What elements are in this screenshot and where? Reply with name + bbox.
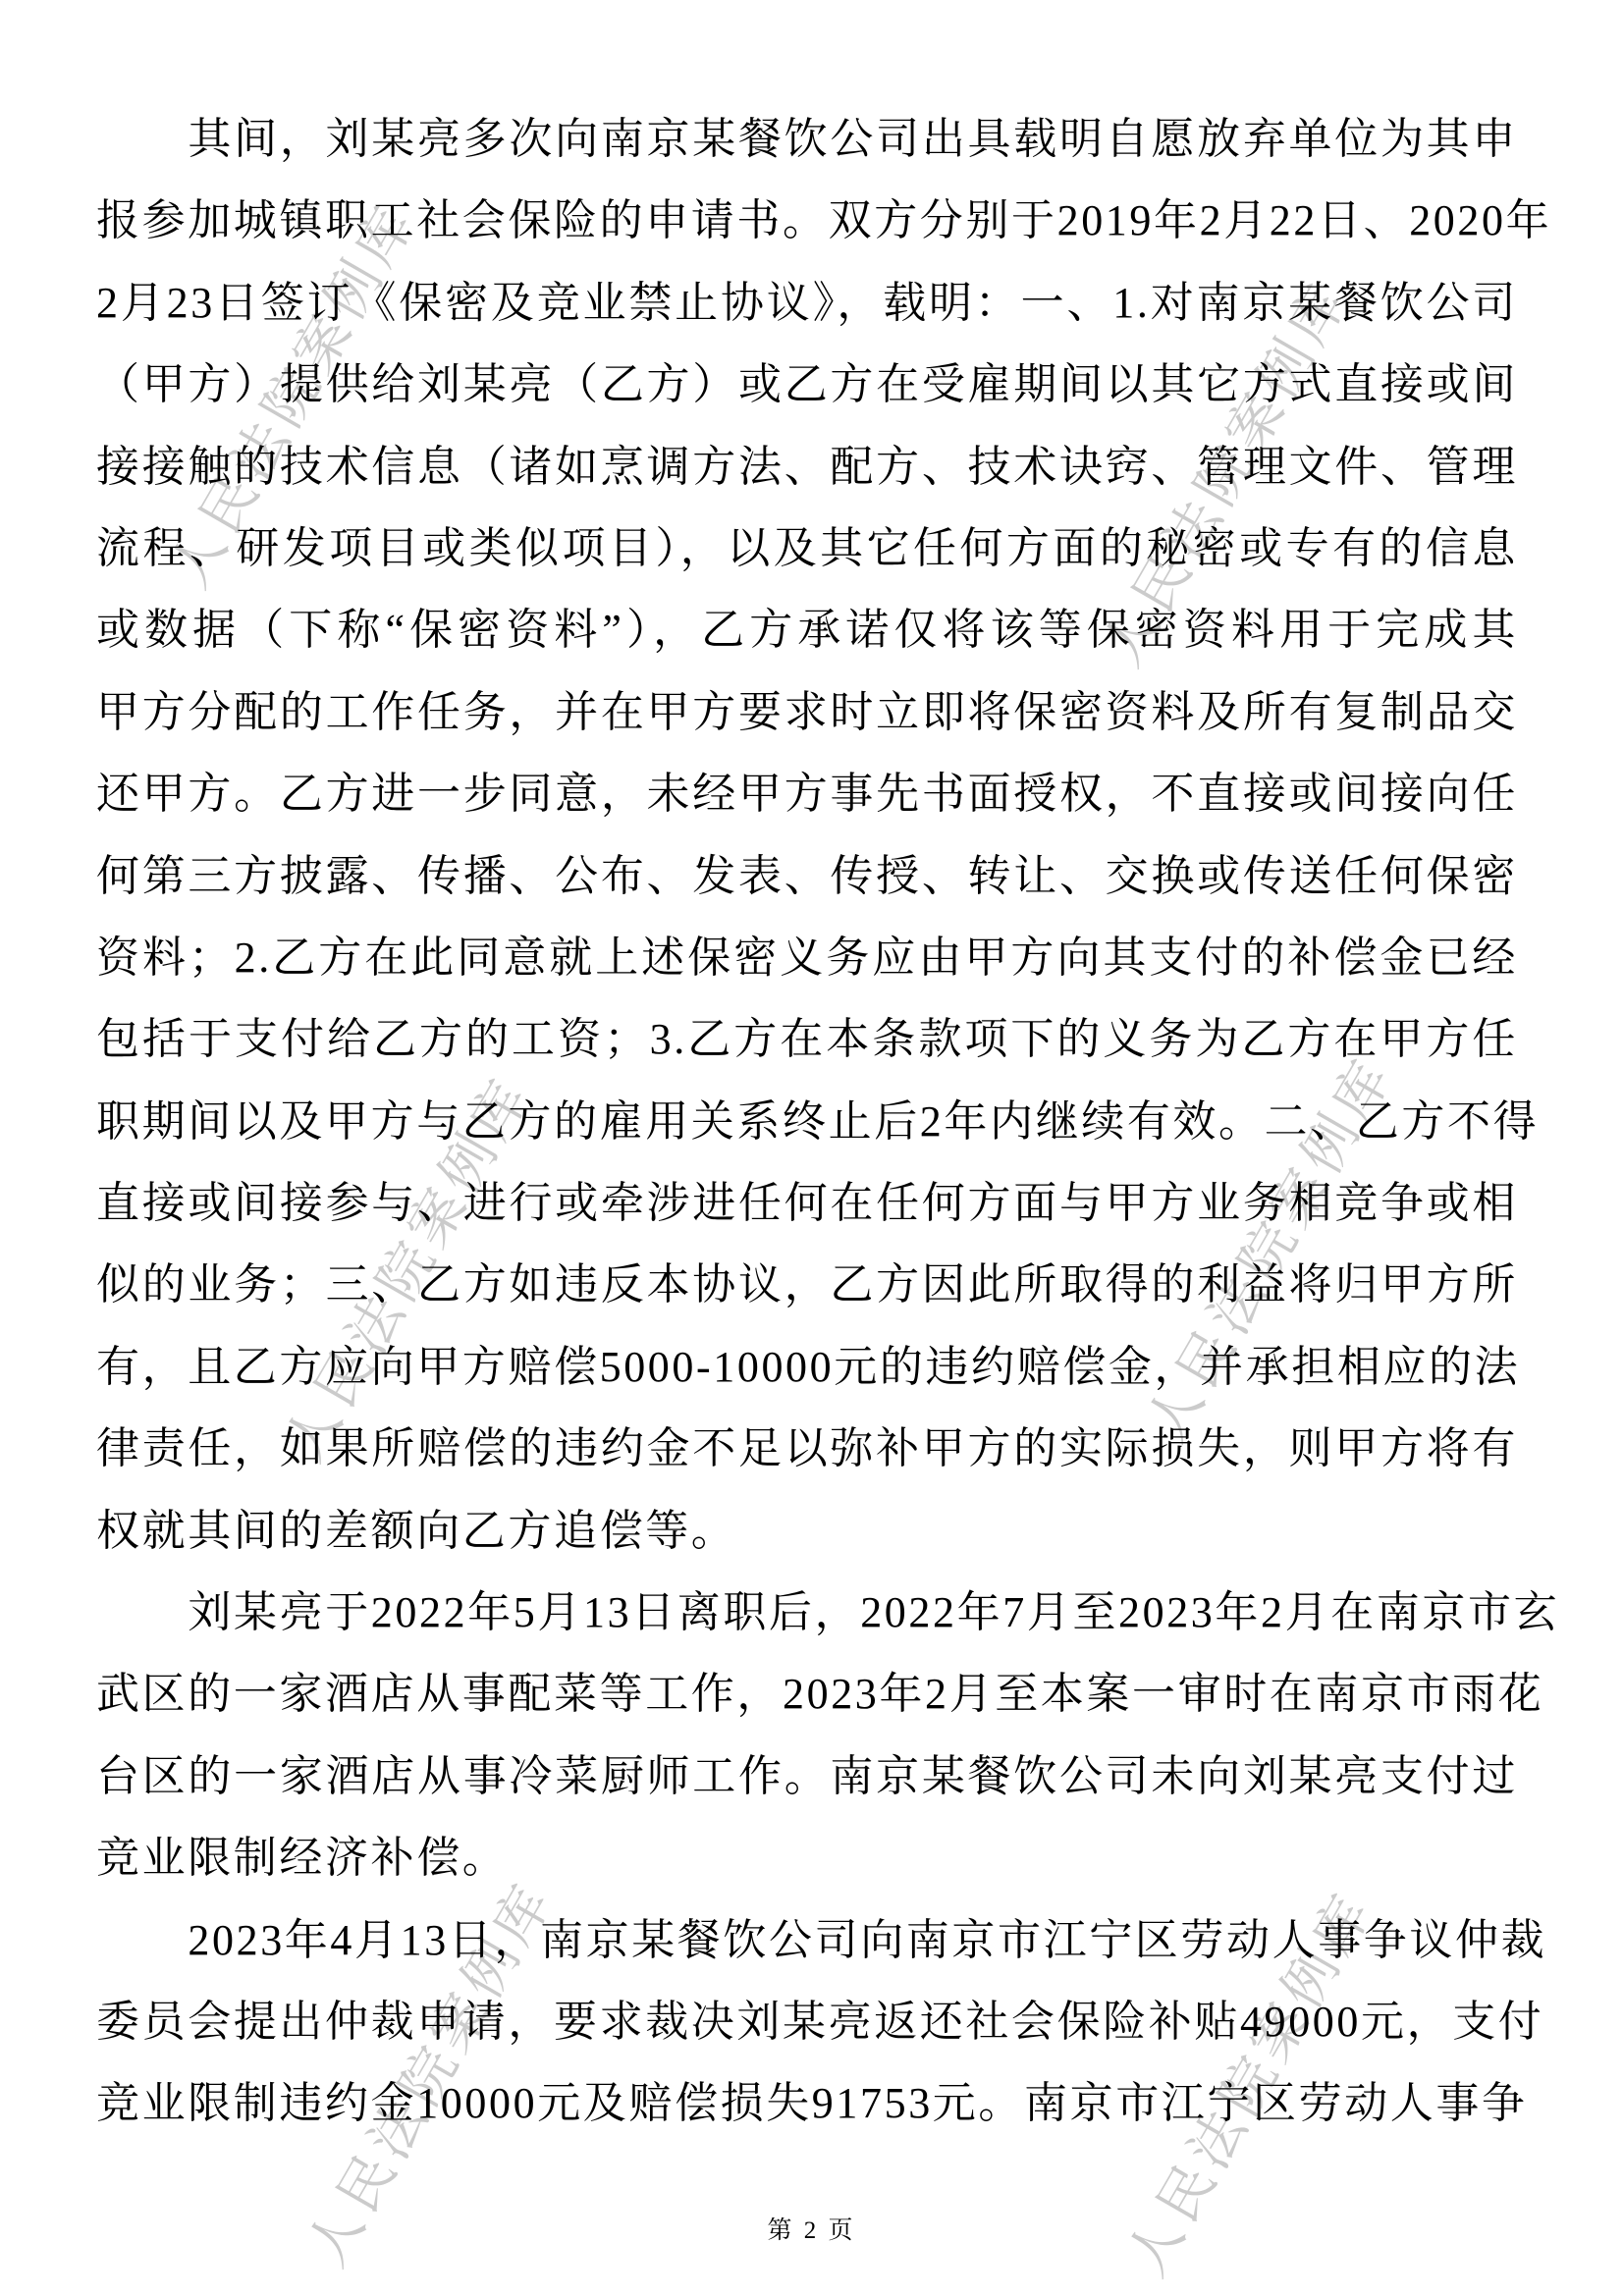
page-number: 第 2 页 (767, 2217, 856, 2244)
text-line: 还甲方。乙方进一步同意，未经甲方事先书面授权，不直接或间接向任 (96, 770, 1518, 819)
text-line: 律责任，如果所赔偿的违约金不足以弥补甲方的实际损失，则甲方将有 (96, 1424, 1518, 1473)
text-line: 或数据（下称“保密资料”），乙方承诺仅将该等保密资料用于完成其 (96, 606, 1518, 655)
text-line: 何第三方披露、传播、公布、发表、传授、转让、交换或传送任何保密 (96, 851, 1518, 900)
text-line: 甲方分配的工作任务，并在甲方要求时立即将保密资料及所有复制品交 (96, 687, 1518, 736)
text-line: 流程、研发项目或类似项目），以及其它任何方面的秘密或专有的信息 (96, 523, 1518, 572)
text-line: 职期间以及甲方与乙方的雇用关系终止后2年内继续有效。二、乙方不得 (96, 1096, 1540, 1146)
text-line: 接接触的技术信息（诸如烹调方法、配方、技术诀窍、管理文件、管理 (96, 442, 1518, 491)
text-line: 武区的一家酒店从事配菜等工作，2023年2月至本案一审时在南京市雨花 (96, 1670, 1544, 1719)
text-line: 刘某亮于2022年5月13日离职后，2022年7月至2023年2月在南京市玄 (188, 1588, 1560, 1637)
watermark-text: 人民法院案例库 (297, 1871, 567, 2276)
watermark-text: 人民法院案例库 (1136, 1046, 1406, 1452)
watermark-text: 人民法院案例库 (1092, 271, 1362, 676)
text-line: 2023年4月13日，南京某餐饮公司向南京市江宁区劳动人事争议仲裁 (188, 1915, 1547, 1964)
paragraph (96, 98, 1552, 1572)
text-line: 报参加城镇职工社会保险的申请书。双方分别于2019年2月22日、2020年 (96, 196, 1552, 245)
text-line: 其间，刘某亮多次向南京某餐饮公司出具载明自愿放弃单位为其申 (188, 115, 1518, 163)
text-line: 有，且乙方应向甲方赔偿5000-10000元的违约赔偿金，并承担相应的法 (96, 1342, 1521, 1391)
paragraph (96, 1899, 1547, 2145)
document-body (96, 98, 1560, 2145)
text-line: 似的业务；三、乙方如违反本协议，乙方因此所取得的利益将归甲方所 (96, 1260, 1518, 1309)
paragraph (96, 1572, 1560, 1899)
text-line: 委员会提出仲裁申请，要求裁决刘某亮返还社会保险补贴49000元，支付 (96, 1997, 1544, 2046)
text-line: 台区的一家酒店从事冷菜厨师工作。南京某餐饮公司未向刘某亮支付过 (96, 1751, 1518, 1800)
text-line: 2月23日签订《保密及竞业禁止协议》，载明：一、1.对南京某餐饮公司 (96, 278, 1518, 327)
text-line: 包括于支付给乙方的工资；3.乙方在本条款项下的义务为乙方在甲方任 (96, 1015, 1518, 1064)
text-line: 竞业限制经济补偿。 (96, 1834, 509, 1883)
text-line: 资料；2.乙方在此同意就上述保密义务应由甲方向其支付的补偿金已经 (96, 933, 1518, 982)
text-line: 竞业限制违约金10000元及赔偿损失91753元。南京市江宁区劳动人事争 (96, 2079, 1528, 2128)
watermark-text: 人民法院案例库 (1116, 1881, 1386, 2286)
watermark-text: 人民法院案例库 (274, 1066, 544, 1471)
watermark-text: 人民法院案例库 (159, 192, 429, 598)
text-line: （甲方）提供给刘某亮（乙方）或乙方在受雇期间以其它方式直接或间 (96, 360, 1518, 409)
text-line: 权就其间的差额向乙方追偿等。 (96, 1506, 737, 1555)
text-line: 直接或间接参与、进行或牵涉进任何在任何方面与甲方业务相竞争或相 (96, 1179, 1518, 1228)
